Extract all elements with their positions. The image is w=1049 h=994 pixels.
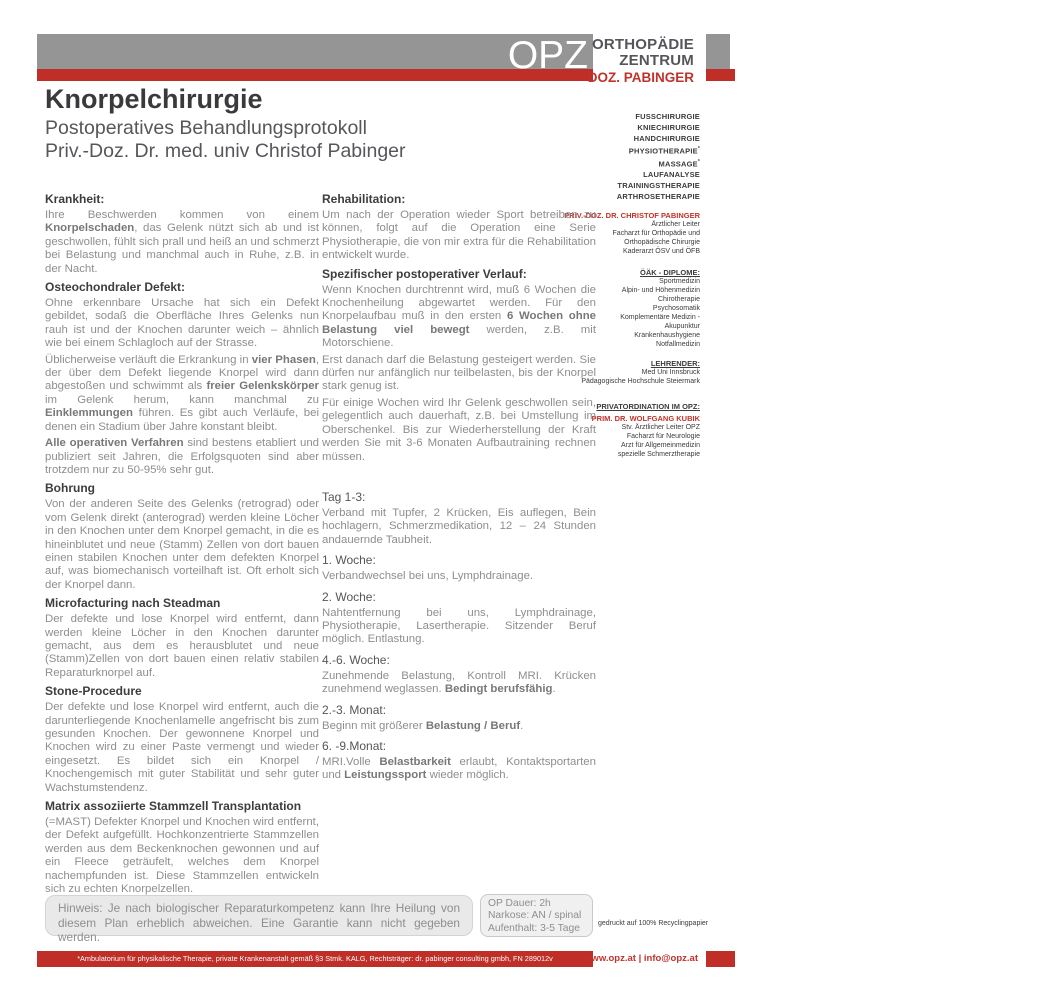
service-item: LAUFANALYSE: [643, 170, 700, 179]
service-item: TRAININGSTHERAPIE: [617, 181, 700, 190]
diplome-line: Krankenhaushygiene: [634, 332, 700, 339]
service-item: ARTHROSETHERAPIE: [616, 192, 700, 201]
copyright-mark: ©: [1044, 72, 1049, 79]
service-item: MASSAGE*: [658, 158, 700, 168]
section-heading: Bohrung: [45, 481, 95, 496]
credential-line: Ärztlicher Leiter: [651, 221, 700, 228]
footer-links[interactable]: www.opz.at | info@opz.at: [584, 953, 698, 964]
right-text-column: [322, 188, 596, 786]
lehrender-line: Med Uni Innsbruck: [641, 369, 700, 376]
section-heading: Stone-Procedure: [45, 684, 142, 699]
paragraph: Nahtentfernung bei uns, Lymphdrainage, Physiotherapie, Lasertherapie. Sitzender Beruf möglich. Entlastung.: [322, 606, 596, 646]
paragraph: Verband mit Tupfer, 2 Krücken, Eis auflegen, Bein hochlagern, Schmerzmedikation, 12 – 24 Stunden andauernde Taubheit.: [322, 506, 596, 546]
diplome-line: Psychosomatik: [652, 305, 700, 312]
lehrender-heading: LEHRENDER:: [650, 359, 700, 368]
diplome-line: Akupunktur: [664, 323, 700, 330]
credential-line: Arzt für Allgemeinmedizin: [621, 442, 700, 449]
paragraph: Üblicherweise verläuft die Erkrankung in vier Phasen, der über dem Defekt liegende Knorpel wird dann abgestoßen und schwimmt als freier Gelenkskörper im Gelenk herum, kann manchmal zu Einklemmungen führen. Es gibt auch Verläufe, bei denen ein Stadium über Jahre konstant bleibt.: [45, 353, 319, 433]
diplome-line: Notfallmedizin: [656, 341, 700, 348]
header-red-square: [706, 69, 735, 81]
spacer: [322, 467, 596, 484]
credential-line: Facharzt für Neurologie: [626, 433, 700, 440]
credential-line: Orthopädische Chirurgie: [624, 239, 700, 246]
section-heading: Krankheit:: [45, 192, 105, 206]
op-info-line: Aufenthalt: 3-5 Tage: [488, 922, 580, 934]
left-text-column: [45, 188, 319, 899]
service-item: FUSSCHIRURGIE: [635, 112, 700, 121]
org-name-block: [588, 37, 694, 85]
footer-legal-bar: *Ambulatorium für physikalische Therapie, private Krankenanstalt gemäß §3 Stmk. KALG, Rechtsträger: dr. pabinger consulting gmbh, FN 289012v: [37, 951, 593, 967]
paragraph: Wenn Knochen durchtrennt wird, muß 6 Wochen die Knochenheilung abgewartet werden. Für den Knorpelaufbau muß in den ersten 6 Wochen ohne Belastung viel bewegt werden, z.B. mit Motorschiene.: [322, 283, 596, 350]
paragraph: Ohne erkennbare Ursache hat sich ein Defekt gebildet, sodaß die Oberfläche Ihres Gelenks nun rauh ist und der Knochen darunter weich – ähnlich wie bei einem Schlagloch auf der Strasse.: [45, 297, 319, 350]
op-info-line: OP Dauer: 2h: [488, 898, 551, 909]
paragraph: Der defekte und lose Knorpel wird entfernt, dann werden kleine Löcher in den Knochen darunter gemacht, aus dem es herausblutet und neue (Stamm)Zellen von dort bauen einen relativ stabilen Reparaturknorpel auf.: [45, 613, 319, 679]
section-heading: Matrix assoziierte Stammzell Transplantation: [45, 799, 302, 814]
paragraph: Erst danach darf die Belastung gesteigert werden. Sie dürfen nur anfänglich nur teilbelasten, bis der Knorpel stark genug ist.: [322, 353, 596, 393]
timeline-heading: 2. Woche:: [322, 589, 376, 604]
diplome-line: Komplementäre Medizin -: [620, 314, 700, 321]
paragraph: Von der anderen Seite des Gelenks (retrograd) oder vom Gelenk direkt (anterograd) werden kleine Löcher in den Knochen unter dem Knorpel gemacht, in die es hineinblutet und neue (Stamm) Zellen von dort bauen einen stabilen Knochen unter dem defekten Knorpel auf, was biomechanisch vorteilhaft ist. Oft erholt sich der Knorpel dann.: [45, 498, 319, 591]
page-subtitle-1: Postoperatives Behandlungsprotokoll: [45, 117, 367, 139]
timeline-heading: 4.-6. Woche:: [322, 652, 390, 667]
privatordination-heading: PRIVATORDINATION IM OPZ:: [596, 402, 700, 411]
paragraph: Ihre Beschwerden kommen von einem Knorpelschaden, das Gelenk nützt sich ab und ist geschwollen, fühlt sich prall und heiß an und schmerzt bei Belastung und manchmal auch in Ruhe, z.B. in der Nacht.: [45, 209, 319, 275]
timeline-heading: 6. -9.Monat:: [322, 738, 387, 753]
diplome-heading: ÖÄK - DIPLOME:: [640, 268, 700, 277]
paragraph: Beginn mit größerer Belastung / Beruf.: [322, 719, 524, 732]
op-info-box: [480, 894, 593, 937]
recycling-note: gedruckt auf 100% Recyclingpapier: [598, 920, 709, 927]
service-item: PHYSIOTHERAPIE*: [628, 146, 700, 156]
service-item: KNIECHIRURGIE: [637, 123, 700, 132]
org-doctor-line: DOZ. PABINGER: [587, 70, 694, 85]
section-heading: Rehabilitation:: [322, 192, 406, 206]
section-heading: Spezifischer postoperativer Verlauf:: [322, 266, 527, 281]
diplome-line: Sportmedizin: [659, 278, 700, 285]
credential-line: spezielle Schmerztherapie: [617, 451, 700, 458]
header-gray-square: [706, 34, 730, 69]
paragraph: MRI.Volle Belastbarkeit erlaubt, Kontaktsportarten und Leistungssport wieder möglich.: [322, 755, 596, 782]
service-item: HANDCHIRURGIE: [633, 134, 700, 143]
footer-red-square: [706, 951, 735, 967]
paragraph: (=MAST) Defekter Knorpel und Knochen wird entfernt, der Defekt aufgefüllt. Hochkonzentrierte Stammzellen werden aus dem Beckenknochen gewonnen und auf ein Fleece geträufelt, welches dem Knorpel nachempfunden ist. Diese Stammzellen entwickeln sich zu echten Knorpelzellen.: [45, 816, 319, 896]
timeline-heading: 1. Woche:: [322, 553, 376, 568]
doctor-name: PRIV.-DOZ. DR. CHRISTOF PABINGER: [564, 211, 700, 220]
paragraph: Alle operativen Verfahren sind bestens etabliert und publiziert seit Jahren, die Erfolgsquoten sind aber trotzdem nur zu 50-95% sehr gut.: [45, 437, 319, 476]
paragraph: Für einige Wochen wird Ihr Gelenk geschwollen sein, gelegentlich auch dauerhaft, z.B. bei Umstellung im Oberschenkel. Bis zur Wiederherstellung der Kraft werden Sie mit 3-6 Monaten Aufbautraining rechnen müssen.: [322, 396, 596, 463]
org-line-2: ZENTRUM: [619, 52, 694, 69]
title-block: [45, 84, 465, 163]
paragraph: Um nach der Operation wieder Sport betreiben zu können, folgt auf die Operation eine Serie Physiotherapie, die von mir extra für die Rehabilitation entwickelt wurde.: [322, 209, 596, 262]
section-heading: Osteochondraler Defekt:: [45, 280, 186, 295]
op-info-line: Narkose: AN / spinal: [488, 910, 582, 922]
credential-line: Stv. Ärztlicher Leiter OPZ: [621, 424, 700, 431]
privat-doctor-name: PRIM. DR. WOLFGANG KUBIK: [591, 414, 700, 423]
diplome-line: Alpin- und Höhenmedizin: [621, 287, 700, 294]
org-line-1: ORTHOPÄDIE: [591, 36, 694, 53]
diplome-line: Chirotherapie: [657, 296, 700, 303]
paragraph: Verbandwechsel bei uns, Lymphdrainage.: [322, 570, 534, 583]
timeline-heading: 2.-3. Monat:: [322, 702, 387, 717]
section-heading: Microfacturing nach Steadman: [45, 596, 221, 611]
timeline-heading: Tag 1-3:: [322, 489, 366, 504]
hinweis-note-box: Hinweis: Je nach biologischer Reparaturkompetenz kann Ihre Heilung von diesem Plan erheblich abweichen. Eine Garantie kann nicht gegeben werden.: [45, 895, 473, 936]
paragraph: Der defekte und lose Knorpel wird entfernt, auch die darunterliegende Knochenlamelle angefrischt bis zum gesunden Knochen. Der gewonnene Knorpel und Knochen wird zu einer Paste vermengt und wieder eingesetzt. Es bildet sich ein Knorpel / Knochengemisch mit guter Stabilität und sehr guter Wachstumstendenz.: [45, 701, 319, 794]
credential-line: Facharzt für Orthopädie und: [612, 230, 700, 237]
page-title: Knorpelchirurgie: [45, 84, 263, 114]
credential-line: Kaderarzt ÖSV und ÖFB: [622, 248, 700, 255]
opz-logo-text: OPZ: [507, 34, 588, 77]
opz-logo-needle-line: [1040, 34, 1042, 81]
page-subtitle-2: Priv.-Doz. Dr. med. univ Christof Pabinger: [45, 140, 406, 162]
lehrender-line: Pädagogische Hochschule Steiermark: [581, 378, 700, 385]
paragraph: Zunehmende Belastung, Kontroll MRI. Krücken zunehmend weglassen. Bedingt berufsfähig.: [322, 669, 596, 696]
